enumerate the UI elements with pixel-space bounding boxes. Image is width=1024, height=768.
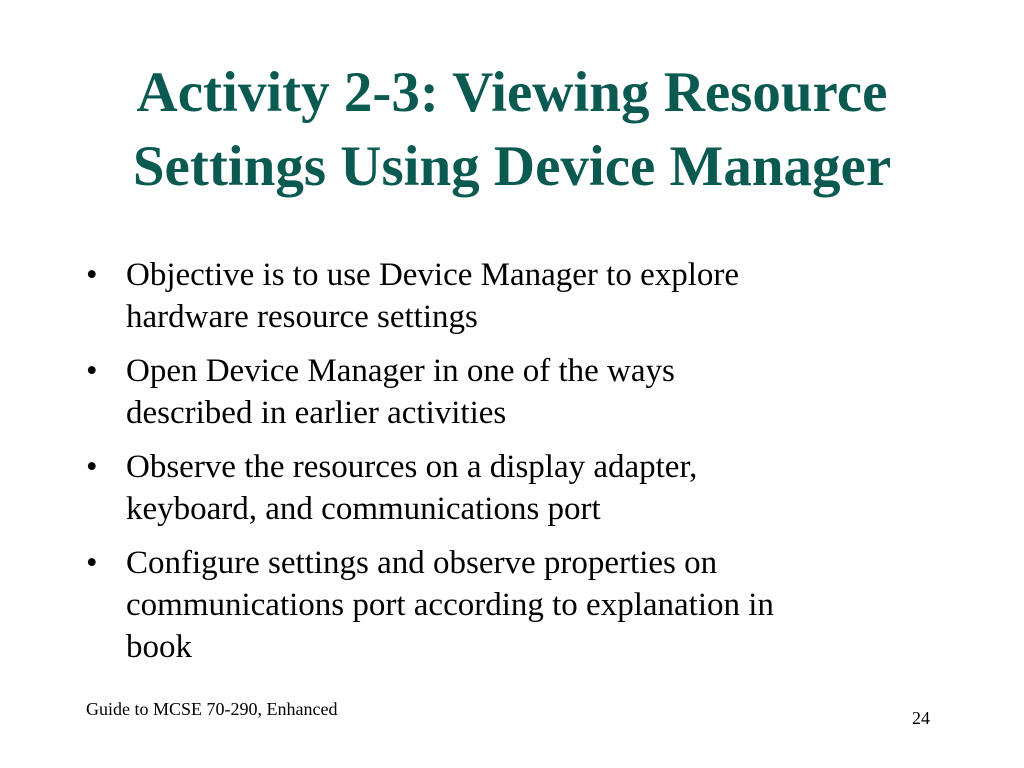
- bullet-dot-icon: •: [86, 353, 98, 389]
- bullet-text-line: communications port according to explanation in: [126, 587, 774, 623]
- slide-title-line: Settings Using Device Manager: [132, 135, 892, 198]
- bullet-text-line: Configure settings and observe properties on: [126, 545, 718, 581]
- bullet-item-observe-resources: [84, 446, 944, 530]
- bullet-list: [84, 254, 944, 680]
- bullet-dot-icon: •: [86, 449, 98, 485]
- bullet-dot-icon: •: [86, 257, 98, 293]
- bullet-text-line: Open Device Manager in one of the ways: [126, 353, 675, 389]
- bullet-dot-icon: •: [86, 545, 98, 581]
- bullet-item-configure-settings: [84, 542, 944, 668]
- bullet-text-line: Objective is to use Device Manager to explore: [126, 257, 740, 293]
- slide-footer: Guide to MCSE 70-290, Enhanced: [86, 699, 338, 719]
- bullet-text-line: book: [126, 629, 192, 665]
- bullet-text-line: hardware resource settings: [126, 299, 478, 335]
- bullet-text-line: described in earlier activities: [126, 395, 507, 431]
- slide-page-number: 24: [912, 708, 930, 728]
- bullet-item-open-device-manager: [84, 350, 944, 434]
- slide-title: [40, 56, 984, 204]
- bullet-item-objective: [84, 254, 944, 338]
- bullet-text-line: Observe the resources on a display adapter,: [126, 449, 698, 485]
- bullet-text-line: keyboard, and communications port: [126, 491, 601, 527]
- slide-title-line: Activity 2-3: Viewing Resource: [136, 61, 888, 124]
